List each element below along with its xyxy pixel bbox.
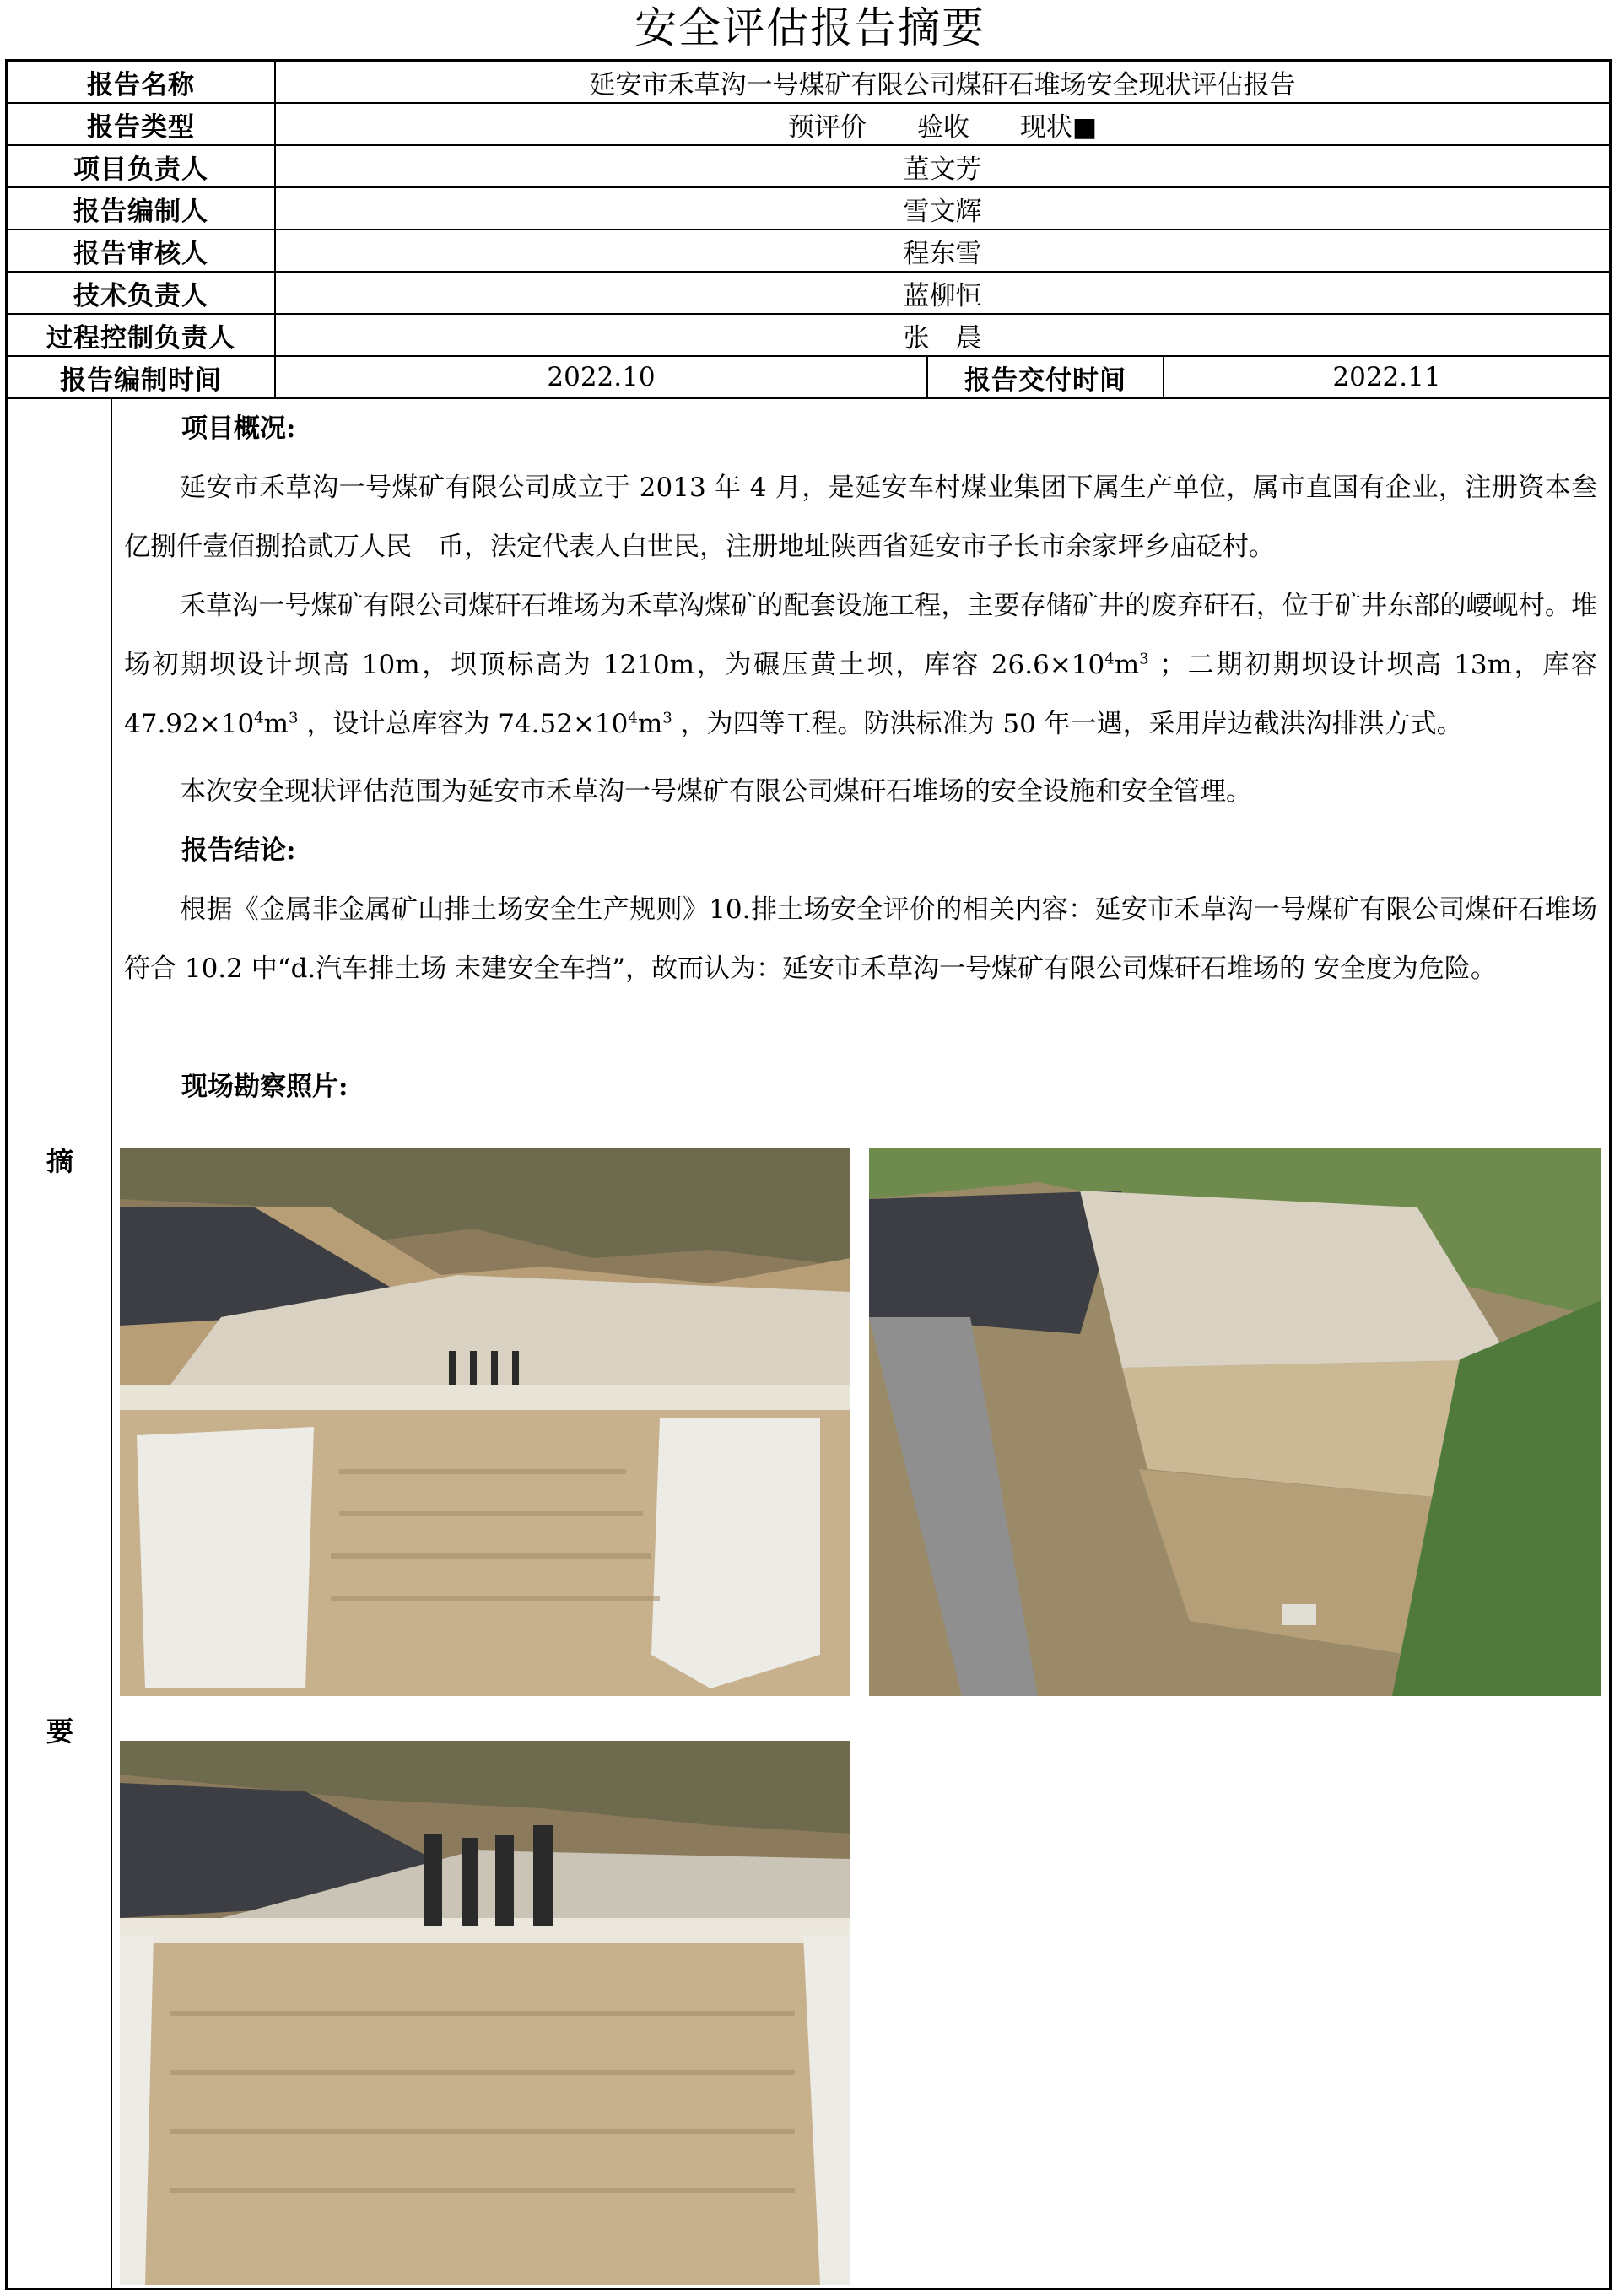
- conclusion-heading: 报告结论:: [181, 835, 296, 866]
- sup-4-a: 4: [1104, 650, 1115, 668]
- site-photo-1: [120, 1148, 850, 1696]
- sup-3-b: 3: [289, 709, 299, 727]
- site-photo-2: [869, 1148, 1601, 1696]
- side-char-yao: 要: [46, 1715, 73, 1748]
- p2-part-f: m: [637, 709, 663, 739]
- report-type-label: 报告类型: [8, 104, 276, 144]
- p2-part-b: m: [1114, 650, 1140, 680]
- overview-paragraph-2: [124, 576, 1597, 754]
- p2-part-e: ，设计总库容为 74.52×10: [298, 709, 629, 739]
- row-compiler: [8, 188, 1609, 230]
- compile-date-value: 2022.10: [276, 357, 928, 397]
- site-photo-3: [120, 1741, 850, 2285]
- page-title: 安全评估报告摘要: [634, 3, 986, 52]
- project-lead-label: 项目负责人: [8, 146, 276, 186]
- type-option-current: 现状■: [1019, 111, 1098, 143]
- row-tech-lead: [8, 273, 1609, 315]
- row-project-lead: [8, 146, 1609, 188]
- photos-heading: 现场勘察照片:: [181, 1072, 348, 1102]
- process-lead-label: 过程控制负责人: [8, 315, 276, 355]
- row-report-type: [8, 104, 1609, 146]
- type-option-accept: 验收: [916, 111, 969, 143]
- summary-table: [5, 59, 1612, 2290]
- row-process-lead: [8, 315, 1609, 357]
- process-lead-value: 张 晨: [903, 322, 982, 354]
- sup-3-a: 3: [1139, 650, 1149, 668]
- sup-4-b: 4: [254, 709, 264, 727]
- tech-lead-value: 蓝柳恒: [903, 280, 982, 311]
- report-name-label: 报告名称: [8, 62, 276, 102]
- deliver-date-label: 报告交付时间: [928, 357, 1164, 397]
- sup-3-c: 3: [662, 709, 672, 727]
- compile-date-label: 报告编制时间: [8, 357, 276, 397]
- summary-side-label: [8, 399, 112, 2288]
- reviewer-label: 报告审核人: [8, 230, 276, 271]
- project-lead-value: 董文芳: [903, 154, 982, 185]
- side-char-zhai: 摘: [46, 1145, 73, 1177]
- deliver-date-value: 2022.11: [1332, 362, 1441, 392]
- row-report-name: [8, 62, 1609, 104]
- p2-part-a: 禾草沟一号煤矿有限公司煤矸石堆场为禾草沟煤矿的配套设施工程，主要存储矿井的废弃矸石，位于矿井东部的崾岘村。堆场初期坝设计坝高 10m，坝顶标高为 1210m，为碾压黄土坝，库容 26.6×10: [124, 591, 1597, 680]
- tech-lead-label: 技术负责人: [8, 273, 276, 313]
- overview-heading: 项目概况:: [181, 413, 296, 444]
- row-reviewer: [8, 230, 1609, 273]
- row-dates: [8, 357, 1609, 399]
- p2-part-g: ，为四等工程。防洪标准为 50 年一遇，采用岸边截洪沟排洪方式。: [672, 709, 1463, 739]
- p2-part-d: m: [263, 709, 289, 739]
- summary-content: [112, 399, 1609, 2288]
- conclusion-paragraph: 根据《金属非金属矿山排土场安全生产规则》10.排土场安全评价的相关内容：延安市禾草沟一号煤矿有限公司煤矸石堆场符合 10.2 中“d.汽车排土场 未建安全车挡”，故而认为：延安市禾草沟一号煤矿有限公司煤矸石堆场的 安全度为危险。: [124, 894, 1597, 984]
- overview-paragraph-1: 延安市禾草沟一号煤矿有限公司成立于 2013 年 4 月，是延安车村煤业集团下属生产单位，属市直国有企业，注册资本叁亿捌仟壹佰捌拾贰万人民 币，法定代表人白世民，注册地址陕西省延安市子长市余家坪乡庙砭村。: [124, 473, 1597, 562]
- sup-4-c: 4: [628, 709, 638, 727]
- type-option-pre: 预评价: [787, 111, 867, 143]
- compiler-label: 报告编制人: [8, 188, 276, 229]
- report-name-value: 延安市禾草沟一号煤矿有限公司煤矸石堆场安全现状评估报告: [589, 69, 1296, 100]
- overview-paragraph-3: 本次安全现状评估范围为延安市禾草沟一号煤矿有限公司煤矸石堆场的安全设施和安全管理。: [180, 776, 1252, 807]
- compiler-value: 雪文辉: [903, 196, 982, 227]
- p2-part-c: ；二期初期坝设计坝高 13m，库容 47.92×10: [124, 650, 1597, 739]
- reviewer-value: 程东雪: [903, 238, 982, 269]
- report-type-options: [276, 104, 1609, 144]
